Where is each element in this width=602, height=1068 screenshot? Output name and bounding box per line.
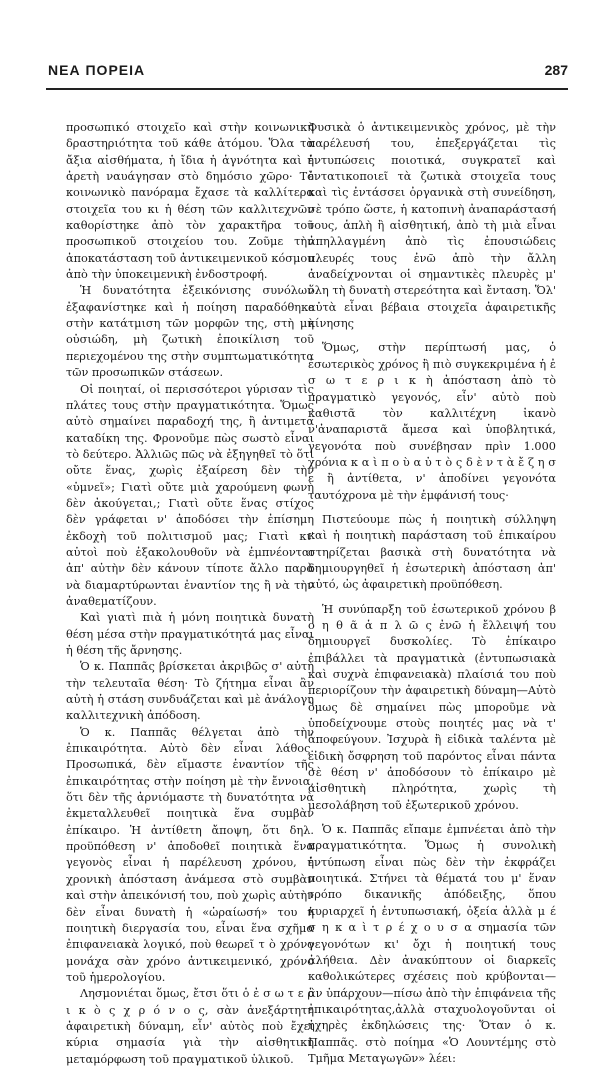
paragraph: Ἡ δυνατότητα ἐξεικόνισης συνόλων ἐξαφανίστηκε καὶ ἡ ποίηση παραδόθηκε στὴν κατάτμιση τῶν μορφῶν της, στὴ μὴ οὐσιώδη, μὴ ζωτικὴ ἐποικίλιση τοῦ περιεχομένου της στὴν συμπτωματικότητα τῶν προσωπικῶν στάσεων. xyxy=(66,284,314,380)
page-number: 287 xyxy=(544,62,568,78)
right-column xyxy=(308,120,556,1067)
paragraph: Λησμονιέται ὅμως, ἔτσι ὅτι ὁ ἐ σ ω τ ε ρ ι κ ὸ ς χ ρ ό ν ο ς, σὰν ἀνεξάρτητη ἀφαιρετικὴ δύναμη, εἶν' αὐτὸς ποὺ ἔχει κύρια σημασία γιὰ τὴν αἰσθητικὴ μεταμόρφωση τοῦ πραγματικοῦ ὑλικοῦ. xyxy=(66,987,314,1066)
paragraph: Ὅμως, στὴν περίπτωσή μας, ὁ ἐσωτερικὸς χρόνος ἢ πιὸ συγκεκριμένα ἡ ἐ σ ω τ ε ρ ι κ ὴ ἀπόσταση ἀπὸ τὸ πραγματικὸ γεγονός, εἶν' αὐτὸ ποὺ καθιστᾶ τὸν καλλιτέχνη ἱκανὸ ν'ἀναπαριστᾶ ἄμεσα καὶ ὑποβλητικά, γεγονότα ποὺ συνέβησαν πρὶν 1.000 χρόνια κ α ὶ π ο ὺ α ὐ τ ὸ ς δ ὲ ν τ ὰ ἔ ζ η σ ε ἢ ἀντίθετα, ν' ἀποδίνει γεγονότα ταυτόχρονα μὲ τὴν ἐμφάνισή τους· xyxy=(308,341,556,502)
page-header xyxy=(48,62,568,84)
header-rule xyxy=(46,88,568,90)
paragraph: Πιστεύουμε πὼς ἡ ποιητικὴ σύλληψη καὶ ἡ ποιητικὴ παράσταση τοῦ ἐπικαίρου στηρίζεται βασικὰ στὴ δυνατότητα νὰ δημιουργηθεῖ ἡ ἐσωτερικὴ ἀπόσταση ἀπ' αὐτό, ὡς ἀφαιρετικὴ προϋπόθεση. xyxy=(308,512,556,592)
paragraph: Ἡ συνύπαρξη τοῦ ἐσωτερικοῦ χρόνου β ο η θ ᾶ ἁ π λ ῶ ς ἐνῶ ἡ ἔλλειψή του δημιουργεῖ δυσκολίες. Τὸ ἐπίκαιρο ἐπιβάλλει τὰ πραγματικὰ (ἐντυπωσιακὰ καὶ συχνὰ ἐπιφανειακὰ) πλαίσιά του ποὺ περιορίζουν τὴν ἀφαιρετικὴ δύναμη—Αὐτὸ ὅμως δὲ σημαίνει πὼς μποροῦμε νὰ ὑποδείχνουμε στοὺς ποιητές μας νὰ τ' ἀποφεύγουν. Ἰσχυρὰ ἢ εἰδικὰ ταλέντα μὲ εἰδικὴ ὄσφρηση τοῦ παρόντος εἶναι πάντα σὲ θέση ν' ἀποδόσουν τὸ ἐπίκαιρο μὲ αἰσθητικὴ πληρότητα, χωρὶς τὴ μεσολάβηση τοῦ ἐξωτερικοῦ χρόνου. xyxy=(308,602,556,812)
paragraph: Καὶ γιατὶ πιὰ ἡ μόνη ποιητικὰ δυνατὴ θέση μέσα στὴν πραγματικότητά μας εἶναι ἡ θέση τῆς ἄρνησης. xyxy=(66,611,314,657)
paragraph: Φυσικὰ ὁ ἀντικειμενικὸς χρόνος, μὲ τὴν παρέλευσή του, ἐπεξεργάζεται τὶς ἐντυπώσεις ποιοτικά, συγκρατεῖ καὶ ἐντατικοποιεῖ τὰ ζωτικὰ στοιχεῖα τους καὶ τὶς ἐντάσσει ὀργανικὰ στὴ συνείδηση, σὲ τρόπο ὥστε, ἡ κατοπινὴ ἀναπαράστασή τους, ἁπλὴ ἢ αἰσθητική, ἀπὸ τὴ μιὰ εἶναι ἀπηλλαγμένη ἀπὸ τὶς ἐπουσιώδεις πλευρές τους ἐνῶ ἀπὸ τὴν ἄλλη ἀναδείχνονται οἱ σημαντικὲς πλευρὲς μ' ὅλη τὴ δυνατὴ στερεότητα καὶ ἔνταση. Ὅλ' αὐτὰ εἶναι βέβαια στοιχεῖα ἀφαιρετικῆς κίνησης xyxy=(308,121,556,331)
paragraph: Ὁ κ. Παππᾶς εἴπαμε ἐμπνέεται ἀπὸ τὴν πραγματικότητα. Ὅμως ἡ συνολικὴ ἐντύπωση εἶναι πὼς δὲν τὴν ἐκφράζει ποιητικά. Στήνει τὰ θέματά του μ' ἕναν τρόπο δικανικῆς ἀπόδειξης, ὅπου κυριαρχεῖ ἡ ἐντυπωσιακή, ὀξεία ἀλλὰ μ έ σ η κ α ὶ τ ρ έ χ ο υ σ α σημασία τῶν γεγονότων κι' ὄχι ἡ ποιητική τους ἀλήθεια. Δὲν ἀνακύπτουν οἱ διαρκεῖς καθολικώτερες σχέσεις ποὺ κρύβονται—ἂν ὑπάρχουν—πίσω ἀπὸ τὴν ἐπιφάνεια τῆς ἐπικαιρότητας,ἀλλὰ σταχυολογοῦνται οἱ ἠχηρὲς ἐκδηλώσεις της· Ὅταν ὁ κ. Παππᾶς. στὸ ποίημα «Ὁ Λουντέμης στὸ Τμῆμα Μεταγωγῶν» λέει: xyxy=(308,823,556,1065)
running-title: ΝΕΑ ΠΟΡΕΙΑ xyxy=(48,62,146,78)
paragraph: Οἱ ποιηταί, οἱ περισσότεροι γύρισαν τὶς πλάτες τους στὴν πραγματικότητα. Ὅμως αὐτὸ σημαίνει παραδοχή της, ἢ ἀντιμετα καταδίκη της. Φρονοῦμε πὼς σωστὸ εἶναι τὸ δεύτερο. Ἀλλιῶς πῶς νὰ ἐξηγηθεῖ τὸ ὅτι οὔτε ἕνας, χωρὶς ἐξαίρεση δὲν τὴν «ὑμνεῖ»; Γιατὶ οὔτε μιὰ χαρούμενη φωνὴ δὲν ἀκούγεται,; Γιατὶ οὔτε ἕνας στίχος δὲν γράφεται ν' ἀποδόσει τὴν ἐπίσημη ἐκδοχὴ τοῦ πολιτισμοῦ μας; Γιατὶ κι' αὐτοὶ ποὺ ἐξακολουθοῦν νὰ ἐμπνέονται ἀπ' αὐτὴν δὲν κάνουν τίποτε ἄλλο παρὰ νὰ διαμαρτύρωνται ἐναντίον της ἢ νὰ τὴν ἀναθεματίζουν. xyxy=(66,382,314,608)
left-column xyxy=(66,120,314,1068)
paragraph: προσωπικό στοιχεῖο καὶ στὴν κοινωνικὴ δραστηριότητα τοῦ κάθε ἀτόμου. Ὅλα τὰ ἄξια αἰσθήματα, ἡ ἴδια ἡ ἁγνότητα καὶ ἡ ἀρετὴ ναυάγησαν στὸ δημόσιο χῶρο· Τὸ κοινωνικὸ πανόραμα ἔχασε τὰ καλλίτερα στοιχεῖα του κι ἡ θέση τῶν καλλιτεχνῶν καθορίστηκε ἀπὸ τὸν χαρακτῆρα τοῦ προσωπικοῦ στοιχείου του. Ζοῦμε τὴν ἀποκατάσταση τοῦ ἀντικειμενικοῦ κόσμου ἀπὸ τὴν ὑποκειμενικὴ ἐνδοστροφή. xyxy=(66,121,314,282)
paragraph: Ὁ κ. Παππᾶς βρίσκεται ἀκριβῶς σ' αὐτὴ τὴν τελευταῖα θέση· Τὸ ζήτημα εἶναι ἂν αὐτὴ ἡ στάση συνδυάζεται καὶ μὲ ἀνάλογη καλλιτεχνικὴ ἀπόδοση. xyxy=(66,660,314,723)
paragraph: Ὁ κ. Παππᾶς θέλγεται ἀπὸ τὴν ἐπικαιρότητα. Αὐτὸ δὲν εἶναι λάθος. Προσωπικά, δὲν εἴμαστε ἐναντίον τῆς ἐπικαιρότητας στὴν ποίηση μὲ τὴν ἔννοια, ὅτι δὲν τῆς ἀρνιόμαστε τὴ δυνατότητα νὰ ἐκμεταλλευθεῖ ποιητικὰ ἕνα συμβὰν ἐπίκαιρο. Ἡ ἀντίθετη ἄποψη, ὅτι δηλ. προϋπόθεση ν' ἀποδοθεῖ ποιητικὰ ἕνα γεγονὸς εἶναι ἡ παρέλευση χρόνου, ἡ χρονικὴ ἀπόσταση ἀνάμεσα στὸ συμβὰν καὶ στὴν ἀπεικόνισή του, ποὺ χωρὶς αὐτὴν δὲν εἶναι δυνατὴ ἡ «ὡραίωσή» του ἡ ποιητικὴ διεργασία του, εἶναι ἕνα σχῆμα ἐπιφανειακὰ λογικό, ποὺ θεωρεῖ τ ὸ χρόνο μονάχα σὰν χρόνο ἀντικειμενικό, χρόνο τοῦ ἡμερολογίου. xyxy=(66,725,314,984)
